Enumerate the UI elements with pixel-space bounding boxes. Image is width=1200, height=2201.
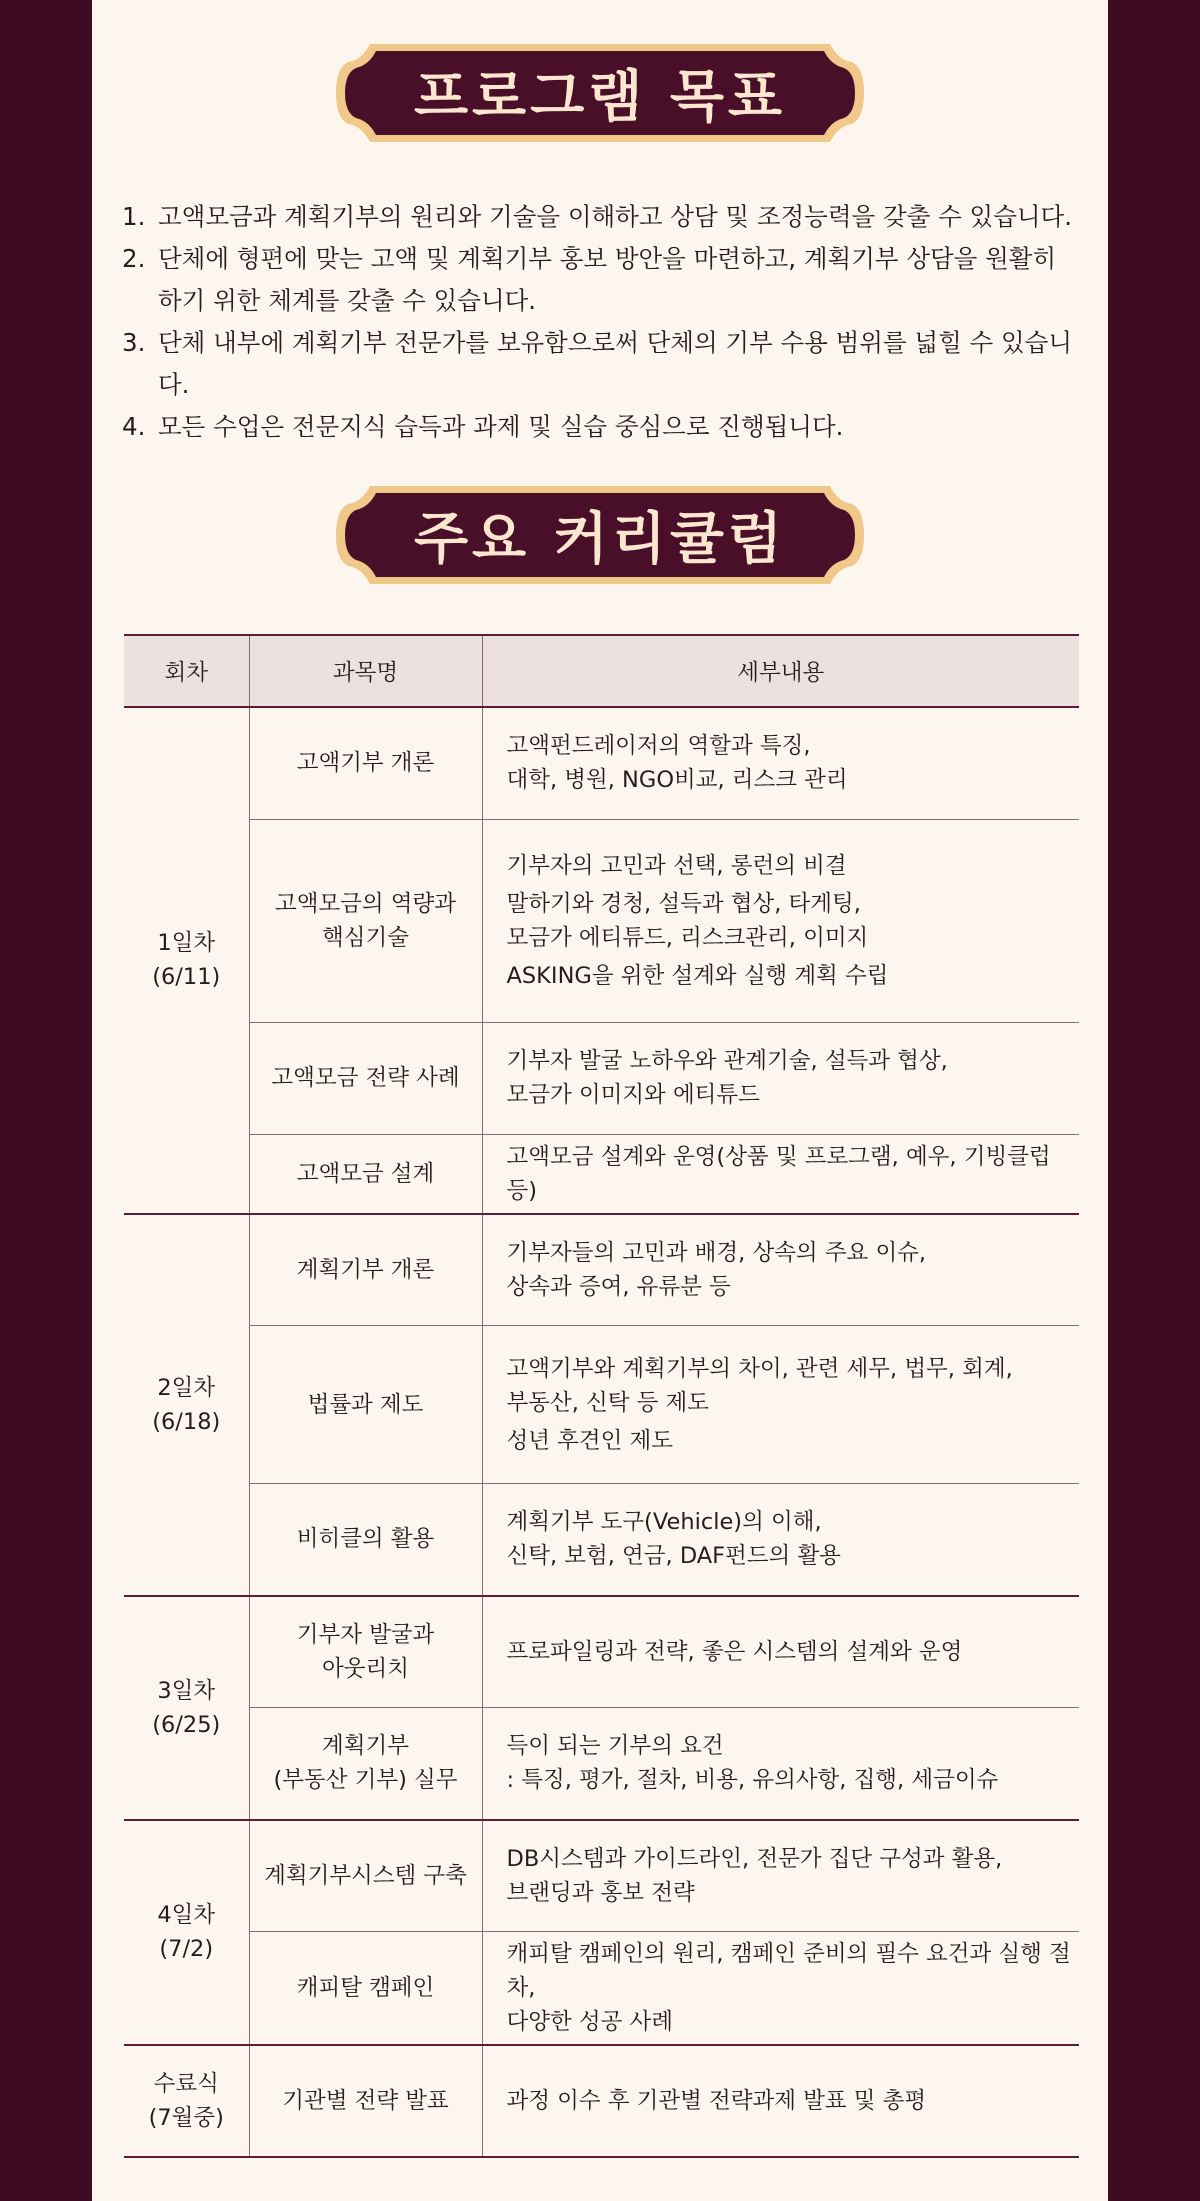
detail-cell: 프로파일링과 전략, 좋은 시스템의 설계와 운영: [482, 1596, 1079, 1708]
subject-cell: 고액모금의 역량과 핵심기술: [249, 819, 482, 1022]
goal-item: 4. 모든 수업은 전문지식 습득과 과제 및 실습 중심으로 진행됩니다.: [122, 412, 844, 441]
session-cell: 1일차 (6/11): [124, 707, 249, 1214]
table-row: [124, 1484, 1079, 1596]
curriculum-table: [124, 634, 1079, 2158]
detail-cell: 고액모금 설계와 운영(상품 및 프로그램, 예우, 기빙클럽 등): [482, 1134, 1079, 1214]
detail-cell: 기부자의 고민과 선택, 롱런의 비결 말하기와 경청, 설득과 협상, 타게팅, 모금가 에티튜드, 리스크관리, 이미지 ASKING을 위한 설계와 실행 계획 수립: [482, 819, 1079, 1022]
goals-title: 프로그램 목표: [413, 65, 787, 130]
session-cell: 4일차 (7/2): [124, 1820, 249, 2046]
table-row: [124, 1326, 1079, 1484]
table-row: [124, 707, 1079, 819]
detail-cell: 캐피탈 캠페인의 원리, 캠페인 준비의 필수 요건과 실행 절차, 다양한 성공 사례: [482, 1932, 1079, 2046]
header-detail: 세부내용: [482, 635, 1079, 707]
table-row: [124, 2045, 1079, 2157]
table-row: [124, 1708, 1079, 1820]
subject-cell: 고액모금 전략 사례: [249, 1022, 482, 1134]
table-row: [124, 1134, 1079, 1214]
header-subject: 과목명: [249, 635, 482, 707]
table-row: [124, 1596, 1079, 1708]
session-cell: 3일차 (6/25): [124, 1596, 249, 1820]
subject-cell: 고액기부 개론: [249, 707, 482, 819]
session-cell: 2일차 (6/18): [124, 1214, 249, 1596]
table-row: [124, 1214, 1079, 1326]
subject-cell: 기부자 발굴과 아웃리치: [249, 1596, 482, 1708]
detail-cell: DB시스템과 가이드라인, 전문가 집단 구성과 활용, 브랜딩과 홍보 전략: [482, 1820, 1079, 1932]
goal-item: 1. 고액모금과 계획기부의 원리와 기술을 이해하고 상담 및 조정능력을 갖출 수 있습니다.: [122, 202, 1073, 231]
subject-cell: 계획기부 개론: [249, 1214, 482, 1326]
header-session: 회차: [124, 635, 249, 707]
detail-cell: 과정 이수 후 기관별 전략과제 발표 및 총평: [482, 2045, 1079, 2157]
goals-list: [122, 196, 1082, 448]
table-header-row: [124, 635, 1079, 707]
detail-cell: 계획기부 도구(Vehicle)의 이해, 신탁, 보험, 연금, DAF펀드의 활용: [482, 1484, 1079, 1596]
subject-cell: 비히클의 활용: [249, 1484, 482, 1596]
table-row: [124, 1932, 1079, 2046]
table-row: [124, 819, 1079, 1022]
curriculum-banner: [330, 480, 870, 590]
detail-cell: 득이 되는 기부의 요건 : 특징, 평가, 절차, 비용, 유의사항, 집행, 세금이슈: [482, 1708, 1079, 1820]
detail-cell: 기부자들의 고민과 배경, 상속의 주요 이슈, 상속과 증여, 유류분 등: [482, 1214, 1079, 1326]
subject-cell: 계획기부시스템 구축: [249, 1820, 482, 1932]
subject-cell: 법률과 제도: [249, 1326, 482, 1484]
session-cell: 수료식 (7월중): [124, 2045, 249, 2157]
table-row: [124, 1820, 1079, 1932]
table-row: [124, 1022, 1079, 1134]
goal-item: 3. 단체 내부에 계획기부 전문가를 보유함으로써 단체의 기부 수용 범위를 넓힐 수 있습니다.: [122, 328, 1073, 399]
subject-cell: 캐피탈 캠페인: [249, 1932, 482, 2046]
subject-cell: 고액모금 설계: [249, 1134, 482, 1214]
detail-cell: 기부자 발굴 노하우와 관계기술, 설득과 협상, 모금가 이미지와 에티튜드: [482, 1022, 1079, 1134]
goals-banner: [330, 38, 870, 148]
page: [92, 0, 1108, 2201]
curriculum-title: 주요 커리큘럼: [413, 507, 787, 572]
subject-cell: 기관별 전략 발표: [249, 2045, 482, 2157]
detail-cell: 고액펀드레이저의 역할과 특징, 대학, 병원, NGO비교, 리스크 관리: [482, 707, 1079, 819]
detail-cell: 고액기부와 계획기부의 차이, 관련 세무, 법무, 회계, 부동산, 신탁 등 제도 성년 후견인 제도: [482, 1326, 1079, 1484]
goal-item: 2. 단체에 형편에 맞는 고액 및 계획기부 홍보 방안을 마련하고, 계획기부 상담을 원활히 하기 위한 체계를 갖출 수 있습니다.: [122, 244, 1057, 315]
subject-cell: 계획기부 (부동산 기부) 실무: [249, 1708, 482, 1820]
